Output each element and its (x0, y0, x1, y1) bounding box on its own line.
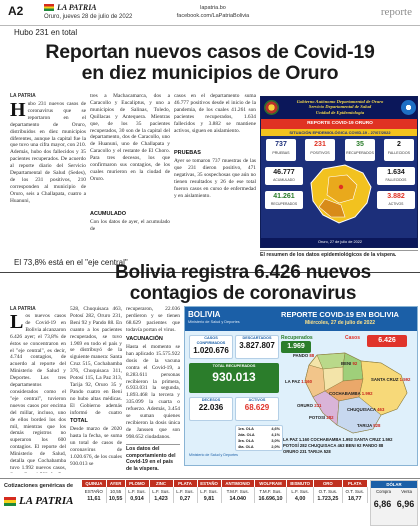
article1-text-2-tail: Con los datos de ayer, el acumulado de (90, 219, 170, 232)
article1-headline-line1: Reportan nuevos casos de Covid-19 (45, 41, 375, 63)
oruro-total-cases-label: ACUMULADO (273, 178, 295, 182)
wave-lethality-table (235, 425, 283, 451)
wave-row-label: 1ra. OLA (238, 427, 254, 431)
oruro-infographic-title: REPORTE COVID-19 ORURO (261, 119, 418, 129)
oruro-total-recovered-value: 41.261 (273, 193, 295, 200)
summary-row-3: ORURO 231 TARIJA 528 (283, 449, 331, 455)
quotes-unit-cell: L.F. Sus. (149, 487, 173, 495)
oruro-covid-infographic (260, 96, 418, 248)
oruro-org-1: Gobierno Autónomo Departamental de Oruro (296, 99, 384, 104)
article1-dropcap: H (10, 101, 26, 121)
quotes-brand (4, 495, 74, 507)
article2-headline-line1: Bolivia registra 6.426 nuevos (114, 262, 372, 283)
dept-oruro (297, 403, 321, 409)
article1-subhead-acumulado: ACUMULADO (90, 211, 127, 217)
quotes-header-cell: QUINUA (82, 480, 106, 487)
quotes-unit-cell: T.M.F. Sus. (221, 487, 254, 495)
dept-santa-cruz-name: SANTA CRUZ (371, 377, 399, 382)
deaths-label: DECESOS (201, 398, 221, 402)
bolivia-ministry: Ministerio de Salud y Deportes (188, 320, 240, 324)
dept-la-paz (285, 379, 312, 385)
oruro-active-cases-value: 3.882 (387, 193, 405, 200)
wave-row-value: 4,6% (271, 427, 280, 431)
total-recovered-value: 930.013 (212, 370, 256, 384)
article2-text-2-tail: Desde marzo de 2020 hasta la fecha, se suma un total de casos de coronavirus de 1.020.676, de los cuales 930.013 se (70, 426, 122, 467)
quotes-header-cell: PLATA (173, 480, 197, 487)
dollar-sell-label: Venta (401, 489, 412, 494)
article2-column-3-tail (126, 344, 180, 438)
deaths-card (189, 397, 233, 421)
dept-chuquisaca-name: CHUQUISACA (347, 407, 376, 412)
oruro-stat-positive-value: 231 (314, 141, 326, 148)
quotes-unit-row (82, 487, 368, 495)
oruro-total-recovered (265, 191, 303, 209)
quotes-value-cell: 0,27 (173, 495, 197, 503)
confirmed-cases-value: 1.020.676 (193, 346, 229, 355)
dept-chuquisaca (347, 407, 384, 413)
quotes-header-cell: PLATA (342, 480, 367, 487)
page-header (0, 0, 420, 26)
quotes-value-cell: 9,81 (197, 495, 221, 503)
newspaper-logo (44, 3, 97, 12)
oruro-stat-deaths-value: 2 (397, 141, 401, 148)
quotes-title: Cotizaciones genéricas de (4, 483, 74, 489)
flag-icon (4, 497, 16, 506)
website-link[interactable]: lapatria.bo (200, 5, 226, 11)
article1-column-2-tail (90, 219, 170, 253)
oruro-total-cases-value: 46.777 (273, 169, 295, 176)
article2-text-3: recuperaron, 22.036 perdieron y se tienen 68.629 pacientes que todavía portan el virus. (126, 306, 180, 332)
oruro-department-map (305, 163, 377, 225)
article2-byline: LA PATRIA (10, 306, 36, 312)
daily-cases-value: 6.426 (367, 335, 407, 347)
article1-column-1 (10, 101, 86, 253)
quotes-value-cell: 14.040 (221, 495, 254, 503)
article2-text-2: 528, Chuquisaca 463, Potosí 282, Oruro 231, Beni 92 y Pando 88. En cuanto a los pacientes recuperados, se tuvo 1.969 en todo el país y se distribuyó de la siguiente manera: Santa Cruz 515, Cochabamba 376, Chuquisaca 311, Potosí 115, La Paz 313, Tarija 92, Oruro 35 y Pando cuatro en Beni no hubo altas médicas. El Gobierno además informó de cuatro (70, 306, 122, 416)
dollar-values (371, 496, 417, 512)
quotes-value-cell: 0,914 (125, 495, 149, 503)
dept-oruro-name: ORURO (297, 403, 313, 408)
dept-potosi (309, 415, 334, 421)
oruro-total-recovered-label: RECUPERADOS (270, 202, 298, 206)
quotes-header-cell: ORO (314, 480, 343, 487)
quotes-header-row (82, 480, 368, 487)
article2-headline (70, 262, 416, 304)
dept-pando (293, 353, 314, 359)
article1-headline-line2: en diez municipios de Oruro (81, 62, 339, 84)
quotes-brand-text: LA PATRIA (19, 495, 74, 507)
dept-cochabamba-value: 1.992 (361, 391, 373, 396)
dept-oruro-value: 231 (314, 403, 322, 408)
quotes-table (82, 480, 368, 503)
daily-recovered-label: Recuperados (281, 335, 313, 341)
dept-pando-value: 88 (309, 353, 315, 358)
dept-chuquisaca-value: 463 (377, 407, 385, 412)
article1-text-1: ubo 231 nuevos casos de coronavirus que se reportaron en el departamento de Oruro, distribuidos en diez municipios diferentes, aunque la capital fue la que tuvo una cifra mayor, con 210. Además, hubo dos fallecidos y 35 pacientes recuperados. De acuerdo al reporte diario del Servicio Departamental de Salud (Sedes), de los 231 positivos, 210 corresponden al municipio de Oruro, seis a Challapata, cuatro a Huanuni, (10, 101, 86, 204)
dept-cochabamba (329, 391, 373, 397)
active-total-label: ACTIVOS (248, 398, 266, 402)
article2-column-3 (126, 306, 180, 332)
daily-cases-label: Casos (345, 335, 361, 341)
quotes-header-cell: ZINC (149, 480, 173, 487)
oruro-total-deaths (377, 167, 415, 185)
issue-date: Oruro, jueves 28 de julio de 2022 (44, 14, 133, 20)
oruro-stat-deaths-label: FALLECIDOS (387, 151, 411, 155)
quotes-header-cell: BISMUTO (287, 480, 314, 487)
quotes-value-cell: 16.696,10 (254, 495, 286, 503)
quotes-header-cell: WOLFRAM (254, 480, 286, 487)
discarded-card (235, 335, 279, 359)
quotes-value-cell: 10,55 (106, 495, 125, 503)
quotes-unit-cell: O.T. Sus. (342, 487, 367, 495)
wave-row (236, 444, 282, 450)
dollar-labels (371, 488, 417, 496)
quotes-unit-cell: L.F. Sus. (197, 487, 221, 495)
confirmed-cases-label: CASOS CONFIRMADOS (196, 336, 226, 345)
oruro-total-deaths-value: 1.634 (387, 169, 405, 176)
flag-icon (44, 4, 54, 11)
department-summary-strip (283, 437, 415, 463)
oruro-stat-tests (266, 139, 296, 161)
social-links (170, 4, 256, 20)
article1-text-2: tres a Machacamarca, dos a Caracollo y Eucaliptus, y uno a municipios de Salinas, Toledo, Quillacas y Antequera. Mientras que, de los 35 pacientes recuperados, 30 son de la capital del departamento, dos de Caracollo, uno de Huanuni, uno de Challapata y Caracollo y el restante de El Choro. Para tres decesos, los que confirmaron sus contagios, de los cuales murieron en la ciudad de Oruro. (90, 93, 170, 182)
quotes-unit-cell: L.F. Sus. (125, 487, 149, 495)
article2-dropcap: L (10, 313, 24, 333)
article2-subhead-total: TOTAL (70, 418, 88, 424)
quotes-value-cell: 18,77 (342, 495, 367, 503)
dollar-sell-value: 6,96 (396, 499, 415, 509)
quotes-header-cell: PLOMO (125, 480, 149, 487)
oruro-infographic-caption: El resumen de los datos epidemiológicos de la víspera. (260, 250, 418, 259)
oruro-infographic-header (261, 97, 418, 119)
discarded-value: 3.827.807 (239, 341, 275, 350)
article1-subhead-pruebas: PRUEBAS (174, 150, 201, 156)
oruro-infographic-footer: Oruro, 27 de julio de 2022 (261, 238, 418, 247)
wave-row-label: 4ta. OLA (238, 445, 254, 449)
dept-la-paz-value: 1.160 (301, 379, 313, 384)
dept-pando-name: PANDO (293, 353, 309, 358)
quotes-value-row (82, 495, 368, 503)
quotes-unit-cell: ESTAÑO (82, 487, 106, 495)
article1-headline (4, 42, 416, 84)
quotes-unit-cell: O.T. Sus. (314, 487, 343, 495)
quotes-unit-cell: T.M.F. Sus. (254, 487, 286, 495)
bolivia-infographic-title: REPORTE COVID-19 EN BOLIVIA (281, 310, 399, 319)
bolivia-infographic-footer: Ministerio de Salud y Deportes (189, 453, 238, 457)
article2-text-1: os nuevos casos de Covid-19 en Bolivia alcanzaron 6.426 ayer; el 73,8% de éstos se concentraron en el "eje central", es decir, 4.744 contagios, de acuerdo al reporte del Ministerio de Salud y Deportes. Los tres departamentos considerados como el "eje central", tuvieron nuevos casos por encima del millar, incluso, uno de ellos bordeó los dos mil, mientras que los demás registros no superaron los 600 contagios. El reporte del Ministerio de Salud, detalla que Cochabamba tuvo 1.992 nuevos casos, (10, 313, 66, 471)
oruro-stat-positive-label: POSITIVOS (310, 151, 330, 155)
oruro-total-deaths-label: FALLECIDOS (385, 178, 407, 182)
active-total-value: 68.629 (244, 403, 270, 412)
dept-cochabamba-name: COCHABAMBA (329, 391, 361, 396)
wave-row-value: 4,1% (271, 433, 280, 437)
quotes-value-cell: 1.723,25 (314, 495, 343, 503)
summary-row-1: LA PAZ 1.160 COCHABAMBA 1.992 SANTA CRUZ 1.592 (283, 437, 393, 442)
dollar-title: DÓLAR (371, 481, 417, 488)
summary-row-2: POTOSÍ 282 CHUQUISACA 463 BENI 92 PANDO 88 (283, 443, 384, 449)
quotes-header-cell: ESTAÑO (197, 480, 221, 487)
bolivia-infographic-header (185, 307, 418, 331)
article1-kicker: Hubo 231 en total (14, 28, 78, 37)
oruro-stat-recovered-label: RECUPERADOS (346, 151, 374, 155)
oruro-stat-tests-value: 737 (275, 141, 287, 148)
dept-la-paz-name: LA PAZ (285, 379, 301, 384)
active-total-card (235, 397, 279, 421)
oruro-total-cases (265, 167, 303, 185)
article1-text-3: casos en el departamento suma 46.777 positivos desde el inicio de la pandemia, de los cuales 41.261 son pacientes recuperados, 1.634 fallecidos y 3.882 se mantiene activos, siguen en aislamiento. (174, 93, 256, 134)
facebook-link[interactable]: facebook.com/LaPatriaBolivia (176, 13, 250, 19)
article1-text-3-tail: Ayer se tomaron 737 muestras de las que 231 dieron positivo, 471 negativas, 35 sospechosas que aún no tienen resultados y 26 de ese total fueron casos en curso de enfermedad y en aislamiento. (174, 158, 256, 199)
quotes-value-cell: 11,61 (82, 495, 106, 503)
article2-headline-line2: contagios de coronavirus (129, 283, 357, 304)
daily-recovered-value: 1.969 (281, 341, 311, 353)
dept-beni (341, 361, 357, 367)
article2-column-2 (70, 306, 122, 416)
wave-row-value: 3,0% (271, 439, 280, 443)
wave-row-label: 2da. OLA (238, 433, 255, 437)
dept-tarija (357, 423, 380, 429)
oruro-stat-recovered-value: 35 (356, 141, 364, 148)
wave-row-value: 2,0% (271, 445, 280, 449)
article1-column-2 (90, 93, 170, 209)
oruro-active-cases-label: ACTIVOS (388, 202, 404, 206)
dept-tarija-name: TARIJA (357, 423, 373, 428)
article1-column-3 (174, 93, 256, 147)
page-number: A2 (8, 4, 24, 18)
quotes-unit-cell: L.F. Sus. (173, 487, 197, 495)
oruro-org-3: Unidad de Epidemiología (315, 109, 365, 115)
article2-subhead-vacunacion: VACUNACIÓN (126, 336, 163, 342)
dollar-buy-label: Compra (376, 489, 391, 494)
deaths-value: 22.036 (198, 403, 224, 412)
dept-potosi-value: 282 (326, 415, 334, 420)
total-recovered-card (189, 363, 279, 393)
quotes-value-cell: 1,423 (149, 495, 173, 503)
quotes-unit-cell: 10,55 (106, 487, 125, 495)
oruro-infographic-subtitle: SITUACIÓN EPIDEMIOLÓGICA COVID-19 - 27/07/2022 (261, 129, 418, 136)
bolivia-covid-infographic (184, 306, 418, 466)
section-name: reporte (380, 6, 412, 18)
bolivia-infographic-caption: Los datos del comportamiento del Covid-19 en el país de la víspera. (126, 444, 180, 472)
article2-kicker: El 73,8% está en el "eje central" (14, 258, 128, 267)
oruro-stat-deaths (384, 139, 414, 161)
oruro-org-names (281, 99, 399, 115)
article1-column-3-tail (174, 158, 256, 218)
confirmed-cases-card (189, 335, 233, 359)
article2-text-3-tail: Hasta el momento se han aplicado 15.575.922 dosis de la vacuna contra el Covid-19, a 8.283.611 personas recibieron la primera, 6.933.031 la segunda, 1.893.468 la tercera y 335.099 la cuarta o refuerzo. Además, 3.454 se suman quienes recibieron la dosis única de Janssen que son 998.652 ciudadanos. (126, 344, 180, 438)
total-recovered-label: TOTAL RECUPERADOS (212, 364, 256, 368)
bolivia-infographic-date: Miércoles, 27 de julio de 2022 (304, 320, 376, 326)
wave-row-label: 3ra. OLA (238, 439, 254, 443)
quotes-value-cell: 4,00 (287, 495, 314, 503)
dept-santa-cruz (371, 377, 410, 383)
dept-beni-name: BENI (341, 361, 352, 366)
oruro-stat-positive (305, 139, 335, 161)
discarded-label: DESCARTADOS (242, 336, 272, 340)
dept-tarija-value: 528 (373, 423, 381, 428)
market-quotes-bar (0, 478, 420, 527)
sedes-logo-icon (401, 100, 416, 115)
quotes-unit-cell: L.F. Sus. (287, 487, 314, 495)
oruro-org-2: Servicio Departamental de Salud (308, 104, 372, 110)
oruro-stat-tests-label: PRUEBAS (272, 151, 290, 155)
quotes-header-cell: ANTIMONIO (221, 480, 254, 487)
oruro-active-cases (377, 191, 415, 209)
oruro-stat-recovered (345, 139, 375, 161)
article2-column-2-tail (70, 426, 122, 472)
article2-column-1 (10, 313, 66, 473)
bolivia-logo: BOLIVIA (188, 310, 221, 319)
gobernacion-seal-icon (264, 100, 279, 115)
dollar-exchange-box (370, 480, 418, 526)
logo-text: LA PATRIA (57, 3, 97, 12)
dept-potosi-name: POTOSÍ (309, 415, 326, 420)
quotes-header-cell: AYER (106, 480, 125, 487)
dept-beni-value: 92 (352, 361, 358, 366)
dept-santa-cruz-value: 1.592 (399, 377, 411, 382)
article1-byline: LA PATRIA (10, 93, 36, 99)
dollar-buy-value: 6,86 (373, 499, 392, 509)
